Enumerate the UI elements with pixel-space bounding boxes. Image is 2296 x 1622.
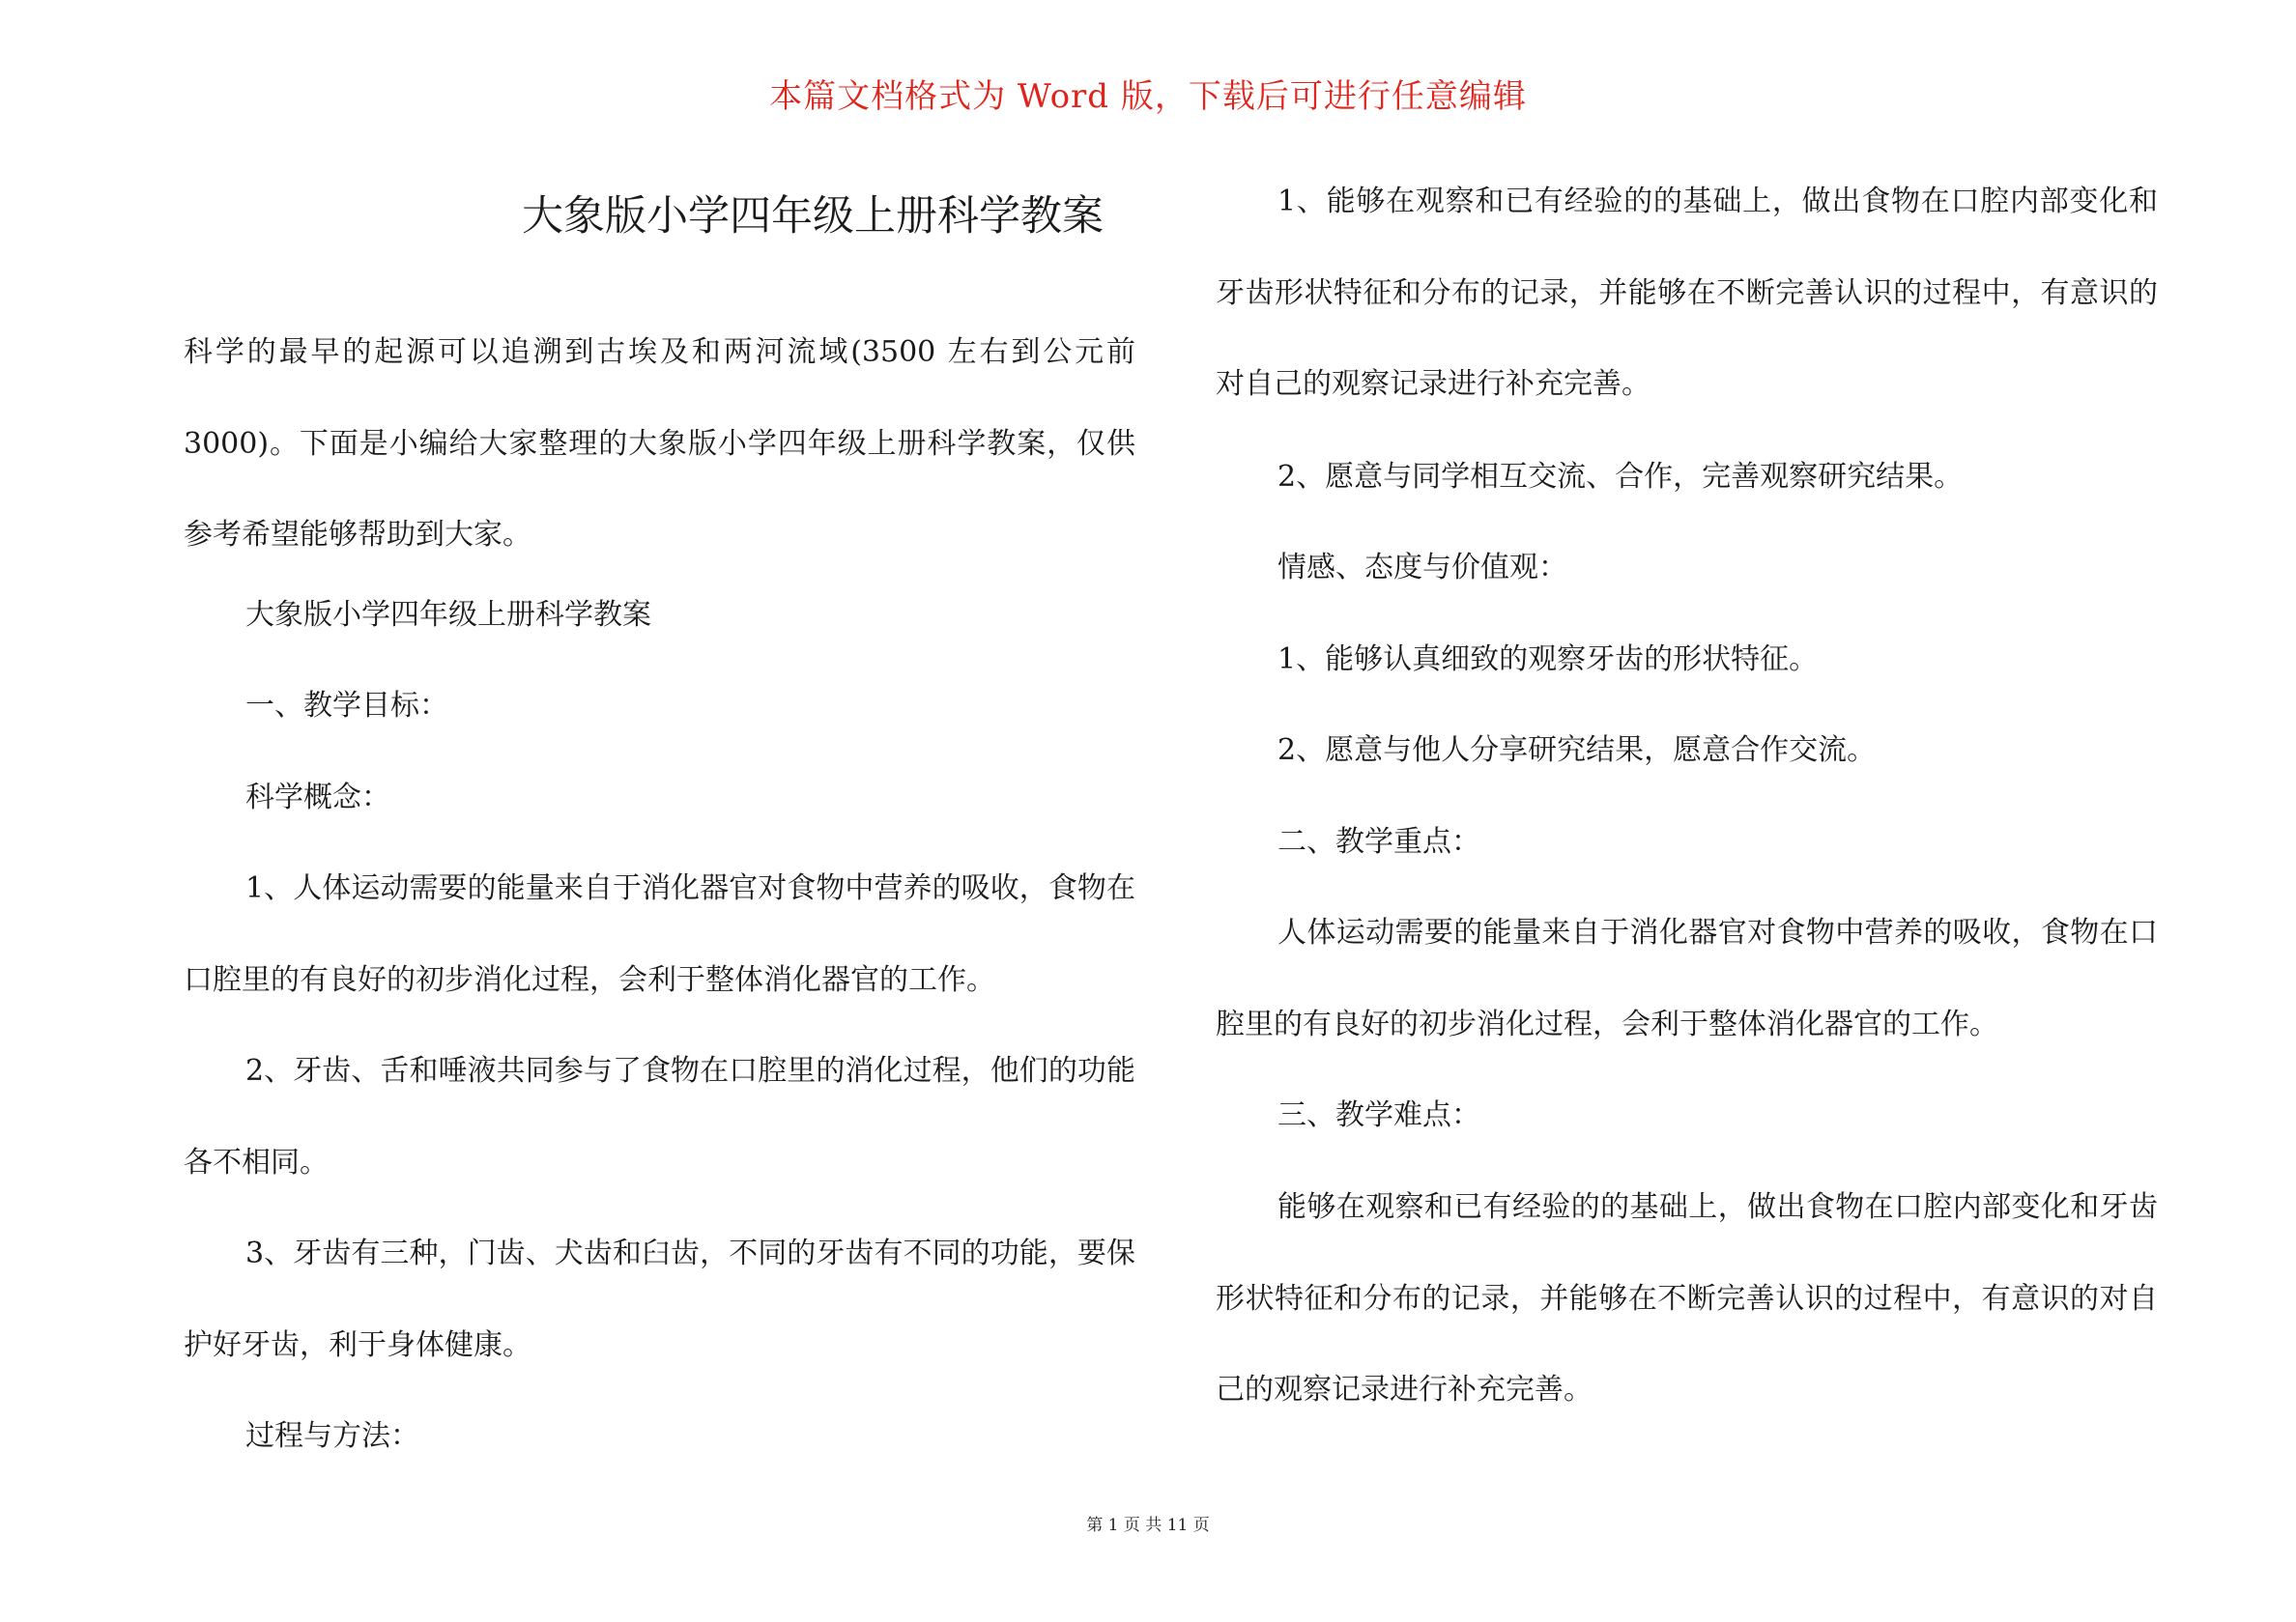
attitude-item-2: 2、愿意与他人分享研究结果，愿意合作交流。 xyxy=(1277,733,1877,767)
section-heading-teaching-goals: 一、教学目标： xyxy=(245,689,448,723)
section-heading-key-points: 二、教学重点： xyxy=(1277,825,1480,859)
intro-paragraph: 科学的最早的起源可以追溯到古埃及和两河流域(3500 左右到公元前 3000)。下面是小编给大家整理的大象版小学四年级上册科学教案，仅供参考希望能够帮助到大家。 xyxy=(184,335,1135,552)
edit-notice-banner: 本篇文档格式为 Word 版，下载后可进行任意编辑 xyxy=(769,77,1527,116)
method-item-1: 1、能够在观察和已有经验的的基础上，做出食物在口腔内部变化和牙齿形状特征和分布的记录，并能够在不断完善认识的过程中，有意识的对自己的观察记录进行补充完善。 xyxy=(1216,185,2158,401)
attitude-item-1: 1、能够认真细致的观察牙齿的形状特征。 xyxy=(1277,642,1819,676)
section-heading-difficulties: 三、教学难点： xyxy=(1277,1098,1480,1132)
concept-item-1: 1、人体运动需要的能量来自于消化器官对食物中营养的吸收，食物在口腔里的有良好的初步消化过程，会利于整体消化器官的工作。 xyxy=(184,871,1135,997)
method-item-2: 2、愿意与同学相互交流、合作，完善观察研究结果。 xyxy=(1277,460,1964,494)
concept-item-3: 3、牙齿有三种，门齿、犬齿和臼齿，不同的牙齿有不同的功能，要保护好牙齿，利于身体健康。 xyxy=(184,1237,1135,1362)
subheading-science-concepts: 科学概念： xyxy=(245,781,390,814)
difficulties-paragraph: 能够在观察和已有经验的的基础上，做出食物在口腔内部变化和牙齿形状特征和分布的记录，并能够在不断完善认识的过程中，有意识的对自己的观察记录进行补充完善。 xyxy=(1216,1190,2158,1407)
section-heading-lesson-plan: 大象版小学四年级上册科学教案 xyxy=(245,598,651,632)
page-number-footer: 第 1 页 共 11 页 xyxy=(1086,1516,1210,1535)
document-title: 大象版小学四年级上册科学教案 xyxy=(522,192,1104,241)
key-points-paragraph: 人体运动需要的能量来自于消化器官对食物中营养的吸收，食物在口腔里的有良好的初步消化过程，会利于整体消化器官的工作。 xyxy=(1216,916,2158,1041)
concept-item-2: 2、牙齿、舌和唾液共同参与了食物在口腔里的消化过程，他们的功能各不相同。 xyxy=(184,1054,1135,1180)
subheading-attitude-values: 情感、态度与价值观： xyxy=(1277,551,1567,584)
subheading-process-methods: 过程与方法： xyxy=(245,1419,419,1453)
